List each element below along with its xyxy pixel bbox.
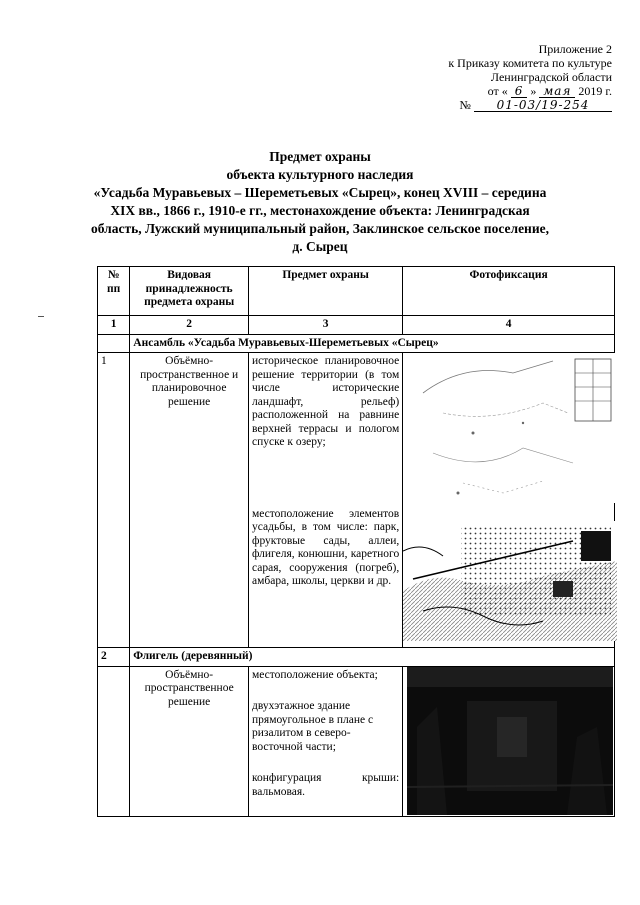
section-row-2 (98, 648, 615, 667)
title-line-2: объекта культурного наследия (226, 167, 414, 182)
photo-cell-1 (403, 353, 615, 648)
region-label: Ленинградской области (490, 70, 612, 84)
estate-aerial-map-image (403, 521, 617, 641)
col-number-4: 4 (403, 316, 615, 335)
handwritten-day: 6 (511, 85, 528, 98)
subject-roof-configuration: конфигурация крыши: вальмовая. (252, 772, 400, 798)
row-type-2: Объёмно-пространственное решение (130, 666, 249, 816)
col-number-2: 2 (130, 316, 249, 335)
header-photo: Фотофиксация (403, 267, 615, 316)
header-type: Видовая принадлежность предмета охраны (130, 267, 249, 316)
section-title-ensemble: Ансамбль «Усадьба Муравьевых-Шереметьевых «Сырец» (130, 334, 615, 353)
title-line-3: «Усадьба Муравьевых – Шереметьевых «Сырец», конец XVIII – середина XIX вв., 1866 г., 1910-е гг., местонахождение объекта: Ленинградская область, Лужский муниципальный район, Заклинское сельское поселение, д. Сырец (91, 185, 549, 254)
section-title-outbuilding: Флигель (деревянный) (130, 648, 615, 667)
order-date: от « 6 » мая 2019 г. (487, 84, 612, 98)
col-number-3: 3 (249, 316, 403, 335)
section-row-1 (98, 334, 615, 353)
table-row (98, 353, 615, 648)
table-row (98, 666, 615, 816)
col-number-1: 1 (98, 316, 130, 335)
row-number-2: 2 (98, 648, 130, 667)
subject-building-description: двухэтажное здание прямоугольное в плане с ризалитом в северо-восточной части; (252, 700, 374, 753)
scan-artifact (38, 316, 44, 317)
header-num: № пп (98, 267, 130, 316)
photo-cell-2 (403, 666, 615, 816)
protection-subject-table (97, 266, 615, 817)
row-type-1: Объёмно-пространственное и планировочное решение (130, 353, 249, 648)
outbuilding-photo-image (407, 667, 613, 815)
order-reference: к Приказу комитета по культуре (448, 56, 612, 70)
row-number-1: 1 (98, 353, 130, 648)
subject-location: местоположение элементов усадьбы, в том числе: парк, фруктовые сады, аллеи, флигеля, конюшни, каретного сарая, сооружения (погреб), амбара, школы, церкви и др. (252, 507, 400, 587)
document-header (352, 42, 612, 112)
subject-object-location: местоположение объекта; (252, 668, 378, 681)
row-subject-2 (249, 666, 403, 816)
subject-planning: историческое планировочное решение территории (в том числе исторические ландшафт, рельеф) расположенной на равнине верхней террасы и пологом спуске к озеру; (252, 355, 400, 448)
estate-plan-map-image (403, 353, 617, 503)
appendix-label: Приложение 2 (538, 42, 612, 56)
handwritten-month: мая (539, 85, 575, 98)
column-numbers-row (98, 316, 615, 335)
order-number: № 01-03/19-254 (352, 98, 612, 112)
header-subject: Предмет охраны (249, 267, 403, 316)
document-title (90, 148, 550, 256)
title-line-1: Предмет охраны (269, 149, 371, 164)
row-subject-1 (249, 353, 403, 648)
header-row (98, 267, 615, 316)
handwritten-number: 01-03/19-254 (474, 99, 612, 112)
